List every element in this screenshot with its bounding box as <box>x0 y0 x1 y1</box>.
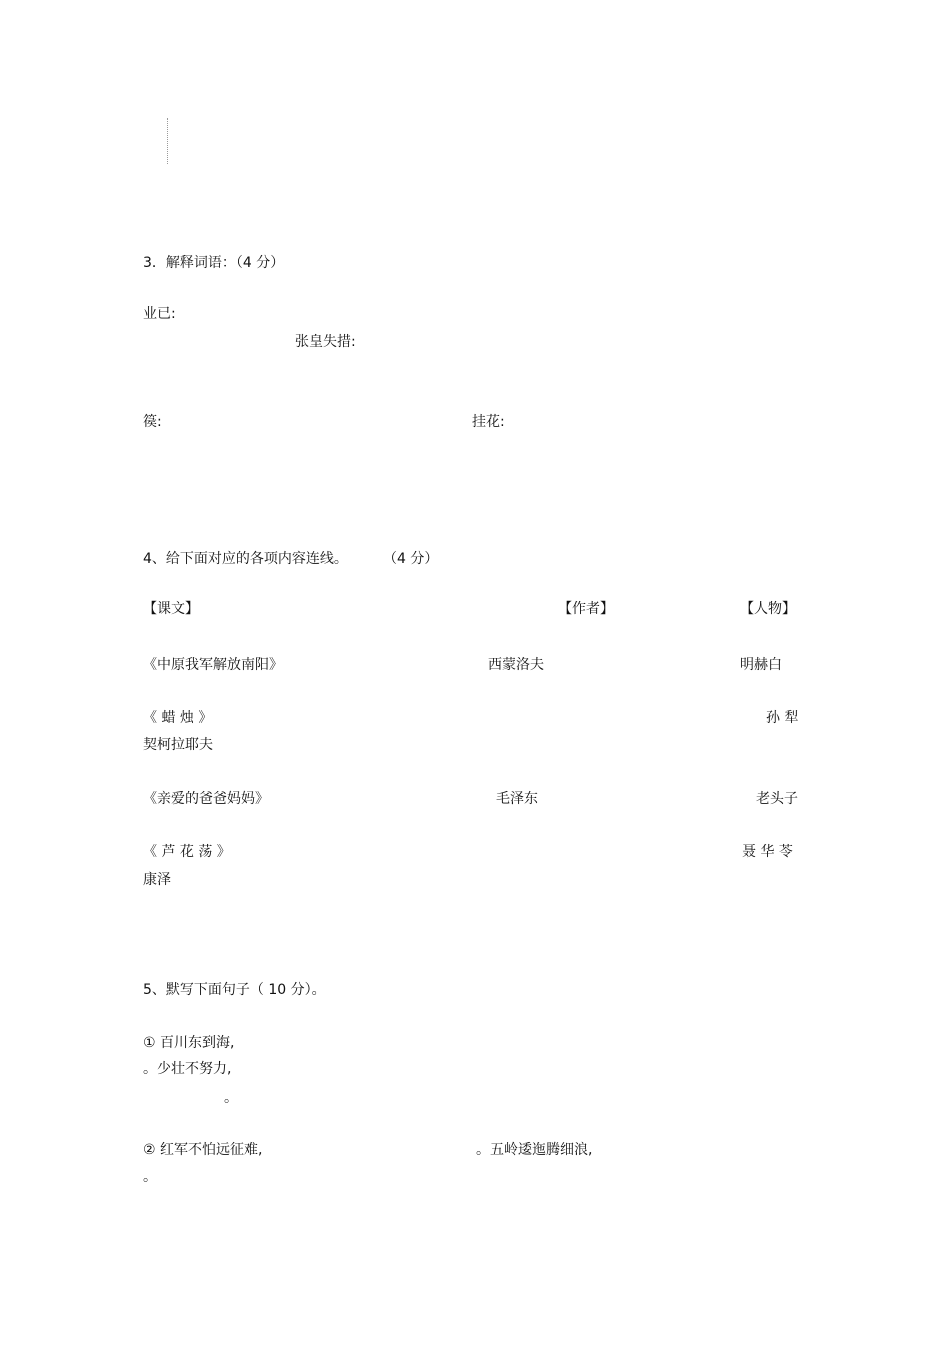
q5-line2: 。少壮不努力, <box>143 1061 232 1077</box>
q4-title: 4、给下面对应的各项内容连线。 <box>143 551 348 567</box>
q4-header-text: 【课文】 <box>143 601 199 617</box>
q4-row2-person: 孙 犁 <box>766 710 799 726</box>
q4-row3-author: 毛泽东 <box>496 791 538 807</box>
q4-row4-text: 《 芦 花 荡 》 <box>143 844 231 860</box>
margin-mark <box>167 118 169 164</box>
q3-title: 3．解释词语：（4 分） <box>143 255 285 271</box>
q4-row3-person: 老头子 <box>756 791 798 807</box>
q5-line5: 。 <box>143 1169 157 1185</box>
q4-row2-wrap: 契柯拉耶夫 <box>143 737 213 753</box>
q4-header-person: 【人物】 <box>740 601 796 617</box>
q3-term-yeyi: 业已: <box>143 306 176 322</box>
q4-row1-text: 《中原我军解放南阳》 <box>143 657 283 673</box>
q4-row4-person: 聂 华 苓 <box>742 844 793 860</box>
q4-header-author: 【作者】 <box>558 601 614 617</box>
q4-row3-text: 《亲爱的爸爸妈妈》 <box>143 791 269 807</box>
q4-score: （4 分） <box>383 551 439 567</box>
q3-term-zhanghuang: 张皇失措: <box>295 334 356 350</box>
q5-line3: 。 <box>224 1090 238 1106</box>
q4-row1-person: 明赫白 <box>740 657 782 673</box>
q4-row4-wrap: 康泽 <box>143 872 171 888</box>
q5-line4b: 。五岭逶迤腾细浪, <box>476 1142 593 1158</box>
q3-term-hou: 篌: <box>143 414 162 430</box>
q5-line4a: ② 红军不怕远征难, <box>143 1142 263 1158</box>
q4-row1-author: 西蒙洛夫 <box>488 657 544 673</box>
q5-line1: ① 百川东到海, <box>143 1035 235 1051</box>
q3-term-guahua: 挂花: <box>472 414 505 430</box>
q5-title: 5、默写下面句子（ 10 分）。 <box>143 982 326 998</box>
q4-row2-text: 《 蜡 烛 》 <box>143 710 213 726</box>
